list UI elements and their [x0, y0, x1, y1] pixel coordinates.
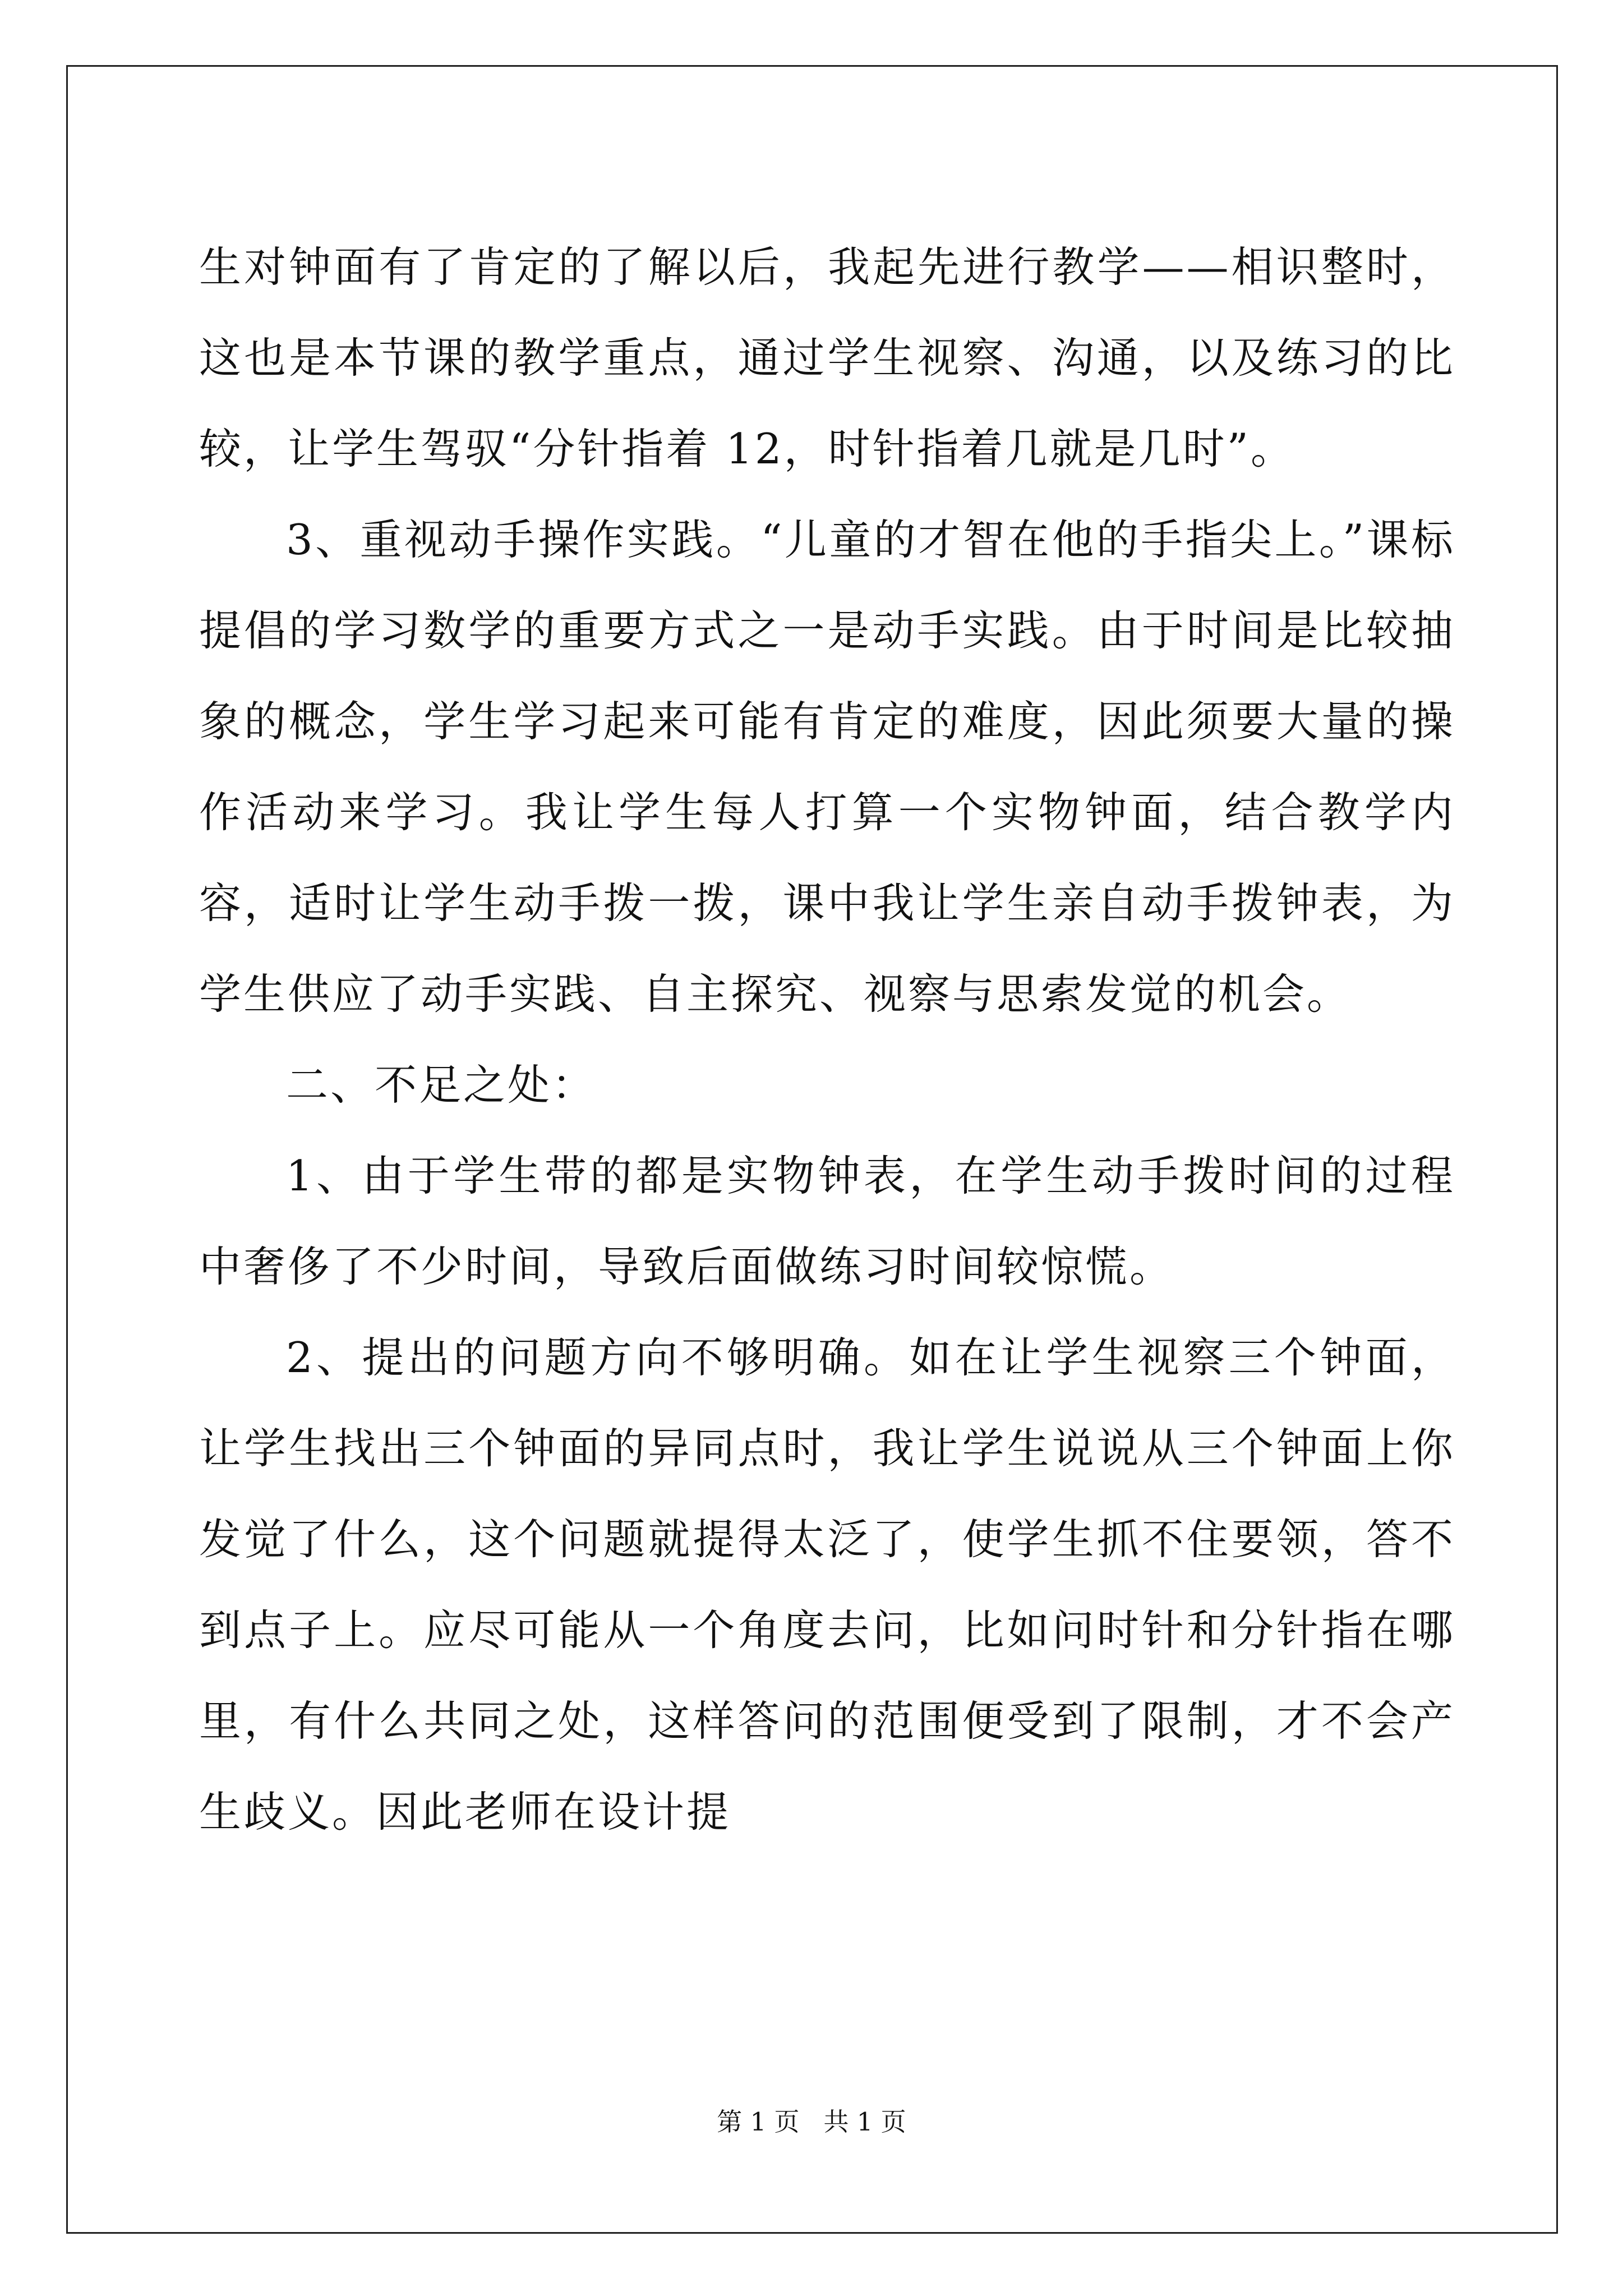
paragraph-5: 2、提出的问题方向不够明确。如在让学生视察三个钟面，让学生找出三个钟面的异同点时，我让学生说说从三个钟面上你发觉了什么，这个问题就提得太泛了，使学生抓不住要领，答不到点子上。应尽可能从一个角度去问，比如问时针和分针指在哪里，有什么共同之处，这样答问的范围便受到了限制，才不会产生歧义。因此老师在设计提	[199, 1333, 1455, 1837]
paragraph-1: 生对钟面有了肯定的了解以后，我起先进行教学——相识整时，这也是本节课的教学重点，通过学生视察、沟通，以及练习的比较，让学生驾驭“分针指着 12，时针指着几就是几时”。	[199, 242, 1455, 473]
paragraph-2: 3、重视动手操作实践。“儿童的才智在他的手指尖上。”课标提倡的学习数学的重要方式之一是动手实践。由于时间是比较抽象的概念，学生学习起来可能有肯定的难度，因此须要大量的操作活动来学习。我让学生每人打算一个实物钟面，结合教学内容，适时让学生动手拨一拨，课中我让学生亲自动手拨钟表，为学生供应了动手实践、自主探究、视察与思索发觉的机会。	[199, 515, 1455, 1019]
document-body	[199, 222, 1455, 1857]
paragraph-4: 1、由于学生带的都是实物钟表，在学生动手拨时间的过程中奢侈了不少时间，导致后面做练习时间较惊慌。	[199, 1151, 1455, 1291]
section-heading-shortcomings: 二、不足之处：	[286, 1060, 597, 1110]
page-footer: 第 1 页 共 1 页	[717, 2107, 906, 2137]
